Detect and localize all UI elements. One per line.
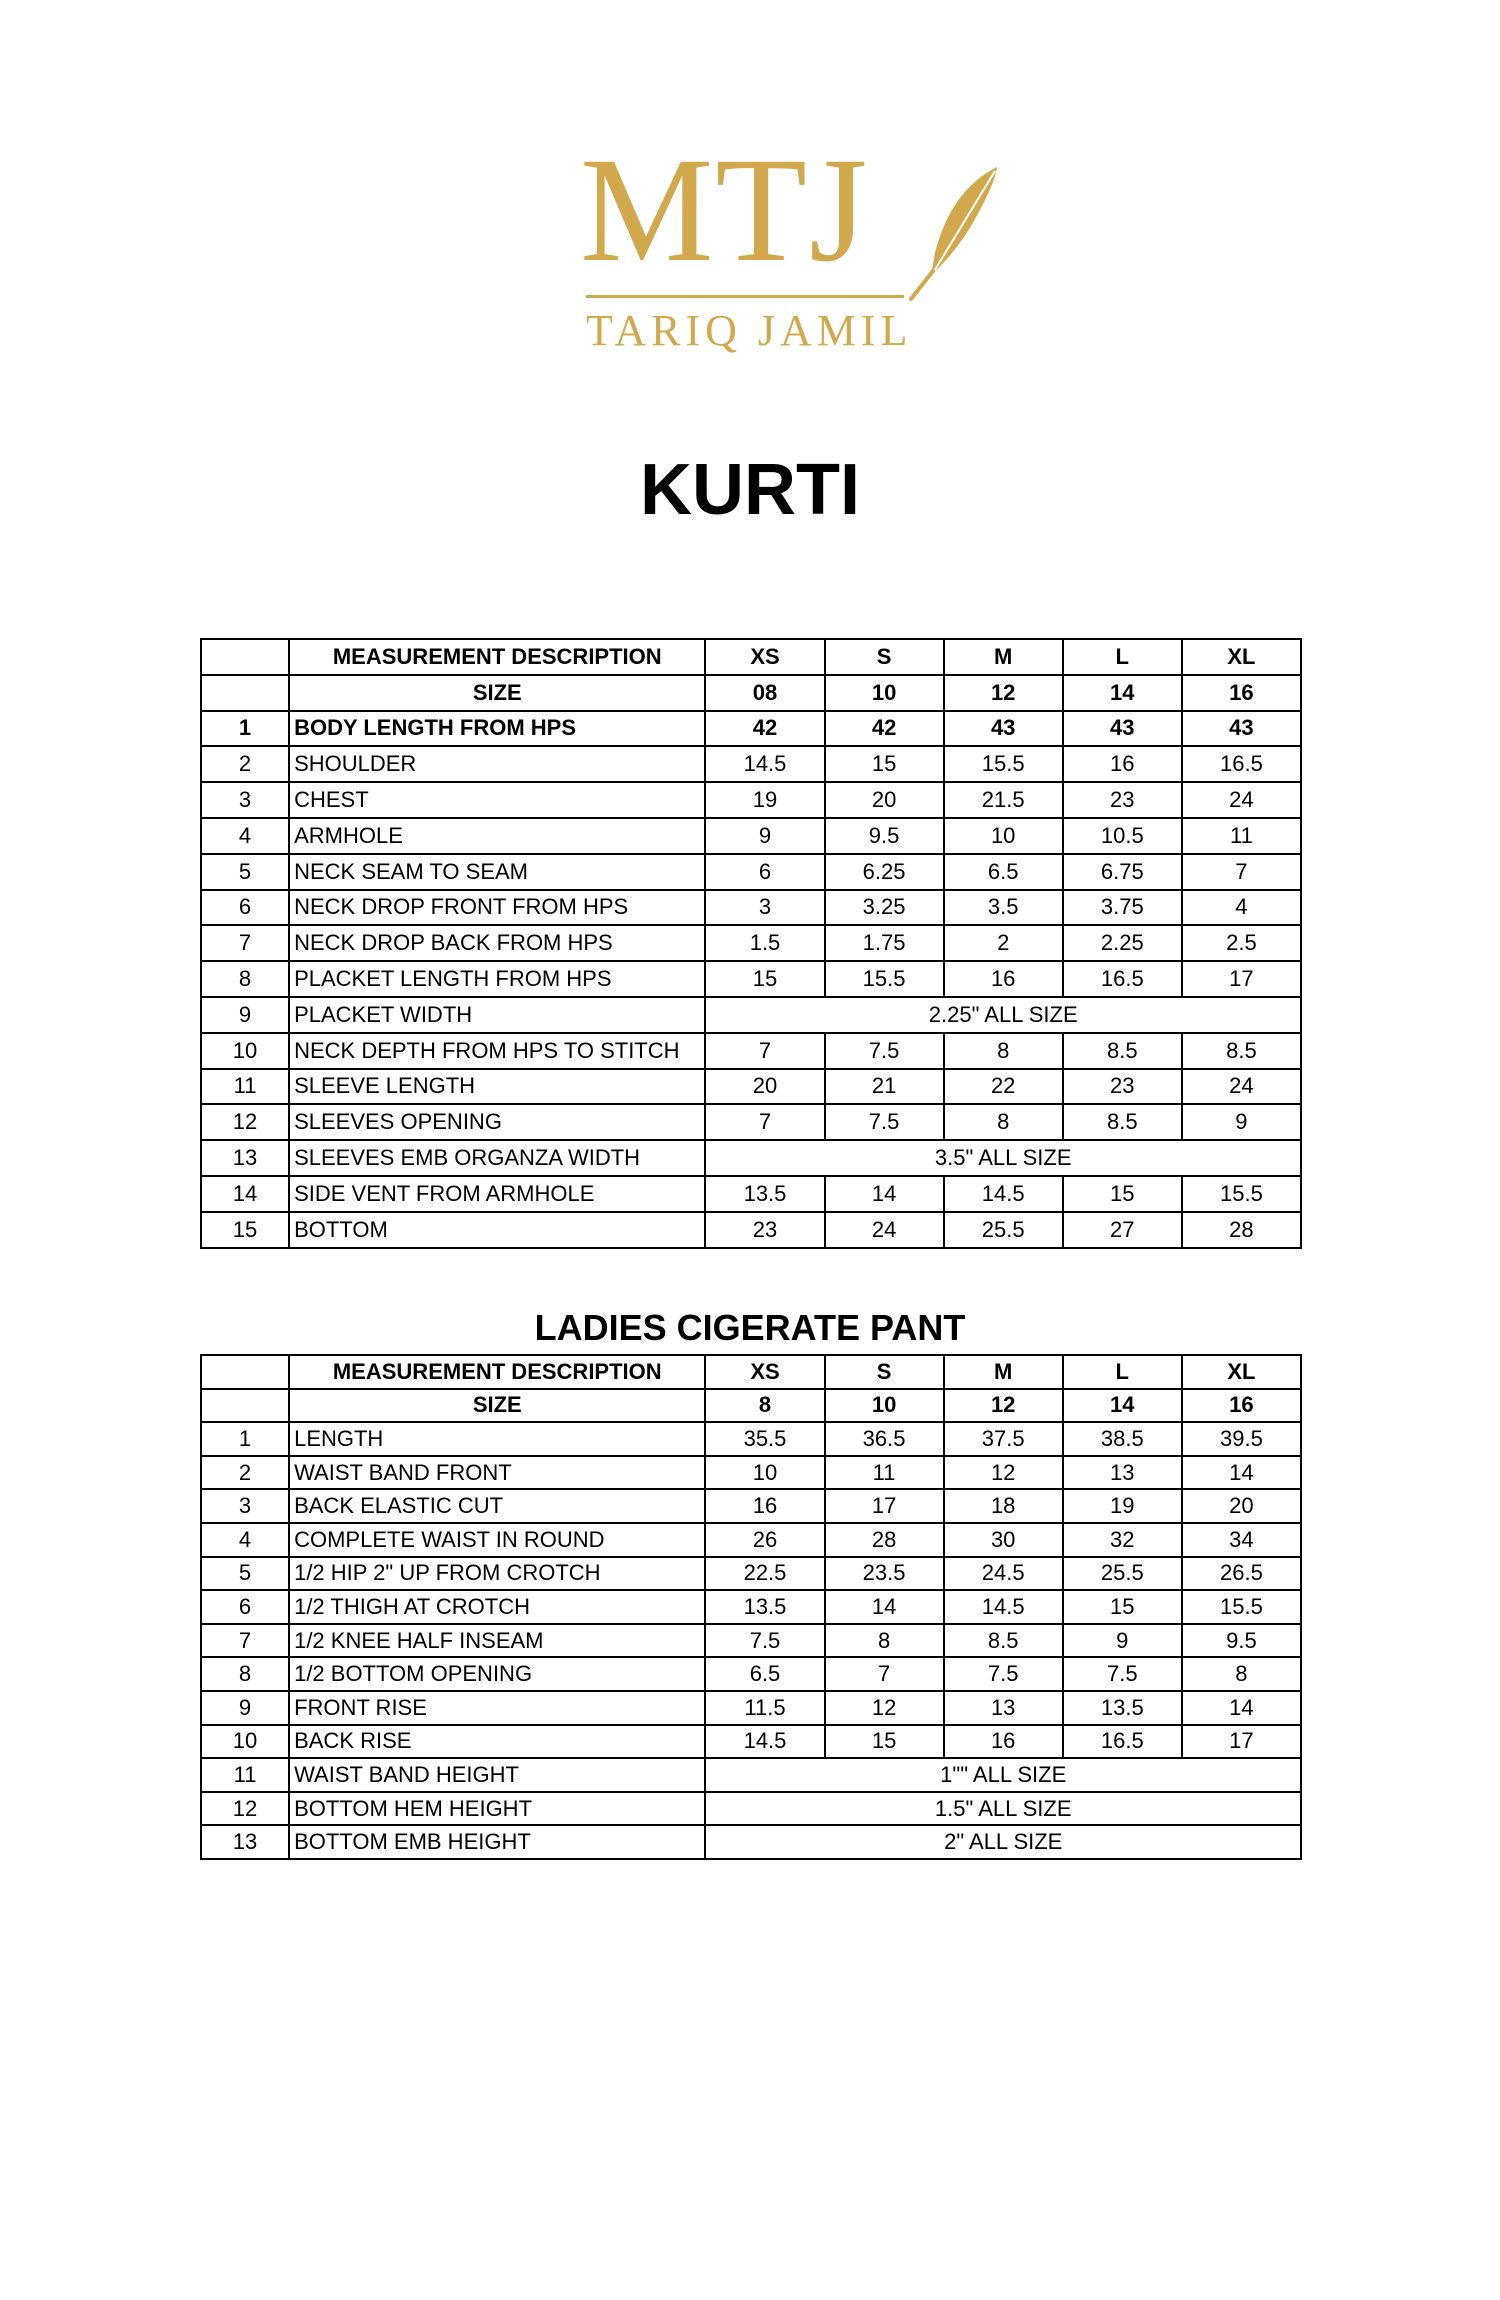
measurement-description: 1/2 THIGH AT CROTCH [289, 1590, 705, 1624]
measurement-value: 15 [825, 746, 944, 782]
measurement-value: 12 [944, 1456, 1063, 1490]
measurement-value: 24 [825, 1212, 944, 1248]
column-header-size: S [825, 1355, 944, 1389]
row-number: 14 [201, 1176, 289, 1212]
measurement-description: NECK DROP BACK FROM HPS [289, 925, 705, 961]
table-row [201, 854, 1301, 890]
column-header-size: S [825, 639, 944, 675]
row-number: 1 [201, 711, 289, 747]
measurement-description: BODY LENGTH FROM HPS [289, 711, 705, 747]
empty-cell [201, 675, 289, 711]
table-row [201, 890, 1301, 926]
measurement-value: 3.5 [944, 890, 1063, 926]
measurement-value: 2.5 [1182, 925, 1301, 961]
size-label: SIZE [289, 675, 705, 711]
pant-title: LADIES CIGERATE PANT [534, 1307, 966, 1348]
measurement-value: 25.5 [1063, 1557, 1182, 1591]
measurement-value: 7.5 [825, 1033, 944, 1069]
measurement-value: 15 [1063, 1590, 1182, 1624]
table-row [201, 1104, 1301, 1140]
measurement-value: 9 [1182, 1104, 1301, 1140]
column-header-size: M [944, 639, 1063, 675]
measurement-value: 24.5 [944, 1557, 1063, 1591]
table-row [201, 818, 1301, 854]
measurement-value: 8 [944, 1033, 1063, 1069]
row-number: 7 [201, 925, 289, 961]
measurement-value: 2.25 [1063, 925, 1182, 961]
measurement-description: 1/2 KNEE HALF INSEAM [289, 1624, 705, 1658]
row-number: 1 [201, 1422, 289, 1456]
row-number: 9 [201, 1691, 289, 1725]
row-number: 9 [201, 997, 289, 1033]
table-row [201, 1691, 1301, 1725]
measurement-description: PLACKET LENGTH FROM HPS [289, 961, 705, 997]
table-row [201, 961, 1301, 997]
measurement-value: 2 [944, 925, 1063, 961]
measurement-description: SLEEVES OPENING [289, 1104, 705, 1140]
size-value: 8 [705, 1389, 824, 1423]
measurement-value: 15.5 [944, 746, 1063, 782]
pant-measurement-table [200, 1354, 1302, 1860]
measurement-description: BOTTOM [289, 1212, 705, 1248]
measurement-value: 7 [1182, 854, 1301, 890]
measurement-value: 1.5 [705, 925, 824, 961]
measurement-value: 3 [705, 890, 824, 926]
row-number: 6 [201, 890, 289, 926]
measurement-value: 10 [944, 818, 1063, 854]
measurement-value: 30 [944, 1523, 1063, 1557]
measurement-value: 8 [825, 1624, 944, 1658]
row-number: 10 [201, 1033, 289, 1069]
measurement-value: 43 [1063, 711, 1182, 747]
table-row [201, 1758, 1301, 1792]
row-number: 10 [201, 1725, 289, 1759]
measurement-value: 8 [944, 1104, 1063, 1140]
measurement-value: 25.5 [944, 1212, 1063, 1248]
measurement-value: 16.5 [1063, 961, 1182, 997]
measurement-value: 20 [825, 782, 944, 818]
size-row [201, 675, 1301, 711]
measurement-value: 12 [825, 1691, 944, 1725]
measurement-description: SIDE VENT FROM ARMHOLE [289, 1176, 705, 1212]
table-row [201, 1792, 1301, 1826]
measurement-value: 28 [1182, 1212, 1301, 1248]
size-value: 08 [705, 675, 824, 711]
measurement-value: 14.5 [944, 1590, 1063, 1624]
measurement-value: 7.5 [1063, 1657, 1182, 1691]
table-row [201, 1725, 1301, 1759]
measurement-description: BOTTOM EMB HEIGHT [289, 1825, 705, 1859]
row-number: 3 [201, 782, 289, 818]
measurement-value: 16 [944, 961, 1063, 997]
column-header-size: XS [705, 639, 824, 675]
measurement-value: 22 [944, 1069, 1063, 1105]
measurement-value: 4 [1182, 890, 1301, 926]
measurement-value: 32 [1063, 1523, 1182, 1557]
measurement-value: 20 [1182, 1489, 1301, 1523]
measurement-value: 19 [705, 782, 824, 818]
logo-divider [586, 295, 904, 298]
measurement-value: 6 [705, 854, 824, 890]
measurement-value: 9.5 [1182, 1624, 1301, 1658]
table-row [201, 746, 1301, 782]
measurement-description: ARMHOLE [289, 818, 705, 854]
measurement-value: 3.25 [825, 890, 944, 926]
row-number: 3 [201, 1489, 289, 1523]
size-value: 12 [944, 1389, 1063, 1423]
measurement-description: FRONT RISE [289, 1691, 705, 1725]
table-row [201, 1069, 1301, 1105]
measurement-value: 38.5 [1063, 1422, 1182, 1456]
measurement-value: 13.5 [705, 1176, 824, 1212]
measurement-value: 14 [825, 1176, 944, 1212]
measurement-description: SLEEVES EMB ORGANZA WIDTH [289, 1140, 705, 1176]
measurement-value: 7 [825, 1657, 944, 1691]
measurement-value: 9 [1063, 1624, 1182, 1658]
measurement-value: 8.5 [944, 1624, 1063, 1658]
measurement-value: 26 [705, 1523, 824, 1557]
row-number: 6 [201, 1590, 289, 1624]
table-row [201, 1590, 1301, 1624]
measurement-value: 9 [705, 818, 824, 854]
table-row [201, 1212, 1301, 1248]
row-number: 15 [201, 1212, 289, 1248]
row-number: 13 [201, 1140, 289, 1176]
merged-value: 2" ALL SIZE [705, 1825, 1301, 1859]
row-number: 4 [201, 1523, 289, 1557]
size-row [201, 1389, 1301, 1423]
measurement-value: 1.75 [825, 925, 944, 961]
row-number: 11 [201, 1758, 289, 1792]
measurement-value: 24 [1182, 782, 1301, 818]
measurement-value: 14 [1182, 1456, 1301, 1490]
measurement-value: 15.5 [1182, 1590, 1301, 1624]
measurement-description: SLEEVE LENGTH [289, 1069, 705, 1105]
measurement-value: 3.75 [1063, 890, 1182, 926]
table-row [201, 1033, 1301, 1069]
row-number: 5 [201, 854, 289, 890]
measurement-value: 13 [944, 1691, 1063, 1725]
merged-value: 2.25" ALL SIZE [705, 997, 1301, 1033]
row-number: 2 [201, 1456, 289, 1490]
size-value: 14 [1063, 1389, 1182, 1423]
measurement-value: 10.5 [1063, 818, 1182, 854]
measurement-value: 42 [825, 711, 944, 747]
measurement-description: NECK DEPTH FROM HPS TO STITCH [289, 1033, 705, 1069]
table-header-row [201, 639, 1301, 675]
row-number: 8 [201, 961, 289, 997]
measurement-value: 35.5 [705, 1422, 824, 1456]
measurement-description: WAIST BAND HEIGHT [289, 1758, 705, 1792]
measurement-value: 8 [1182, 1657, 1301, 1691]
measurement-value: 7.5 [944, 1657, 1063, 1691]
measurement-value: 13.5 [1063, 1691, 1182, 1725]
measurement-description: BOTTOM HEM HEIGHT [289, 1792, 705, 1826]
measurement-value: 16.5 [1063, 1725, 1182, 1759]
table-row [201, 1176, 1301, 1212]
measurement-value: 17 [1182, 961, 1301, 997]
column-header-size: XL [1182, 1355, 1301, 1389]
measurement-value: 23.5 [825, 1557, 944, 1591]
measurement-description: NECK DROP FRONT FROM HPS [289, 890, 705, 926]
measurement-value: 13.5 [705, 1590, 824, 1624]
brand-logo [580, 127, 1020, 365]
measurement-value: 23 [1063, 782, 1182, 818]
feather-icon [905, 163, 1005, 303]
column-header-size: L [1063, 639, 1182, 675]
table-row [201, 1523, 1301, 1557]
measurement-value: 26.5 [1182, 1557, 1301, 1591]
measurement-value: 7 [705, 1104, 824, 1140]
measurement-value: 24 [1182, 1069, 1301, 1105]
column-header-description: MEASUREMENT DESCRIPTION [289, 1355, 705, 1389]
measurement-value: 14.5 [705, 1725, 824, 1759]
table-header-row [201, 1355, 1301, 1389]
size-label: SIZE [289, 1389, 705, 1423]
measurement-value: 43 [1182, 711, 1301, 747]
measurement-value: 43 [944, 711, 1063, 747]
size-value: 10 [825, 675, 944, 711]
measurement-value: 7.5 [705, 1624, 824, 1658]
measurement-value: 28 [825, 1523, 944, 1557]
row-number: 7 [201, 1624, 289, 1658]
table-row [201, 1557, 1301, 1591]
column-header-size: XS [705, 1355, 824, 1389]
kurti-measurement-table [200, 638, 1302, 1249]
size-value: 16 [1182, 675, 1301, 711]
kurti-title: KURTI [640, 450, 860, 530]
table-row [201, 1422, 1301, 1456]
measurement-description: 1/2 BOTTOM OPENING [289, 1657, 705, 1691]
measurement-value: 19 [1063, 1489, 1182, 1523]
table-row [201, 1624, 1301, 1658]
column-header-size: M [944, 1355, 1063, 1389]
measurement-value: 22.5 [705, 1557, 824, 1591]
measurement-value: 7.5 [825, 1104, 944, 1140]
merged-value: 1"" ALL SIZE [705, 1758, 1301, 1792]
empty-cell [201, 639, 289, 675]
table-row [201, 1657, 1301, 1691]
measurement-value: 11 [1182, 818, 1301, 854]
size-value: 14 [1063, 675, 1182, 711]
measurement-value: 9.5 [825, 818, 944, 854]
measurement-value: 15 [705, 961, 824, 997]
measurement-description: BACK RISE [289, 1725, 705, 1759]
table-row [201, 925, 1301, 961]
row-number: 12 [201, 1104, 289, 1140]
merged-value: 3.5" ALL SIZE [705, 1140, 1301, 1176]
measurement-value: 17 [825, 1489, 944, 1523]
empty-cell [201, 1355, 289, 1389]
table-row [201, 1456, 1301, 1490]
measurement-value: 17 [1182, 1725, 1301, 1759]
row-number: 12 [201, 1792, 289, 1826]
column-header-size: L [1063, 1355, 1182, 1389]
table-row [201, 1489, 1301, 1523]
measurement-value: 14 [1182, 1691, 1301, 1725]
measurement-description: SHOULDER [289, 746, 705, 782]
measurement-value: 36.5 [825, 1422, 944, 1456]
measurement-value: 27 [1063, 1212, 1182, 1248]
measurement-value: 39.5 [1182, 1422, 1301, 1456]
row-number: 8 [201, 1657, 289, 1691]
measurement-value: 18 [944, 1489, 1063, 1523]
measurement-description: NECK SEAM TO SEAM [289, 854, 705, 890]
measurement-value: 6.5 [944, 854, 1063, 890]
row-number: 4 [201, 818, 289, 854]
measurement-value: 16 [705, 1489, 824, 1523]
measurement-value: 10 [705, 1456, 824, 1490]
table-row [201, 782, 1301, 818]
measurement-value: 15.5 [1182, 1176, 1301, 1212]
row-number: 11 [201, 1069, 289, 1105]
measurement-value: 16 [1063, 746, 1182, 782]
measurement-description: CHEST [289, 782, 705, 818]
measurement-value: 20 [705, 1069, 824, 1105]
measurement-value: 15.5 [825, 961, 944, 997]
table-row [201, 997, 1301, 1033]
measurement-description: LENGTH [289, 1422, 705, 1456]
measurement-value: 6.75 [1063, 854, 1182, 890]
measurement-description: COMPLETE WAIST IN ROUND [289, 1523, 705, 1557]
measurement-value: 14.5 [705, 746, 824, 782]
measurement-value: 7 [705, 1033, 824, 1069]
measurement-value: 42 [705, 711, 824, 747]
measurement-value: 8.5 [1063, 1104, 1182, 1140]
measurement-value: 14 [825, 1590, 944, 1624]
table-row [201, 711, 1301, 747]
measurement-value: 23 [705, 1212, 824, 1248]
table-row [201, 1825, 1301, 1859]
row-number: 2 [201, 746, 289, 782]
measurement-value: 8.5 [1182, 1033, 1301, 1069]
size-value: 12 [944, 675, 1063, 711]
measurement-value: 15 [1063, 1176, 1182, 1212]
logo-subtitle: TARIQ JAMIL [586, 306, 913, 355]
measurement-description: BACK ELASTIC CUT [289, 1489, 705, 1523]
measurement-value: 11 [825, 1456, 944, 1490]
measurement-value: 16.5 [1182, 746, 1301, 782]
measurement-value: 11.5 [705, 1691, 824, 1725]
measurement-value: 6.5 [705, 1657, 824, 1691]
size-value: 16 [1182, 1389, 1301, 1423]
measurement-description: WAIST BAND FRONT [289, 1456, 705, 1490]
size-value: 10 [825, 1389, 944, 1423]
measurement-value: 37.5 [944, 1422, 1063, 1456]
measurement-value: 16 [944, 1725, 1063, 1759]
measurement-value: 6.25 [825, 854, 944, 890]
logo-text: MTJ [580, 127, 870, 293]
empty-cell [201, 1389, 289, 1423]
row-number: 5 [201, 1557, 289, 1591]
measurement-value: 14.5 [944, 1176, 1063, 1212]
column-header-size: XL [1182, 639, 1301, 675]
measurement-value: 21 [825, 1069, 944, 1105]
measurement-value: 21.5 [944, 782, 1063, 818]
measurement-description: 1/2 HIP 2" UP FROM CROTCH [289, 1557, 705, 1591]
measurement-value: 34 [1182, 1523, 1301, 1557]
measurement-value: 8.5 [1063, 1033, 1182, 1069]
row-number: 13 [201, 1825, 289, 1859]
measurement-description: PLACKET WIDTH [289, 997, 705, 1033]
merged-value: 1.5" ALL SIZE [705, 1792, 1301, 1826]
measurement-value: 13 [1063, 1456, 1182, 1490]
measurement-value: 15 [825, 1725, 944, 1759]
measurement-value: 23 [1063, 1069, 1182, 1105]
table-row [201, 1140, 1301, 1176]
column-header-description: MEASUREMENT DESCRIPTION [289, 639, 705, 675]
